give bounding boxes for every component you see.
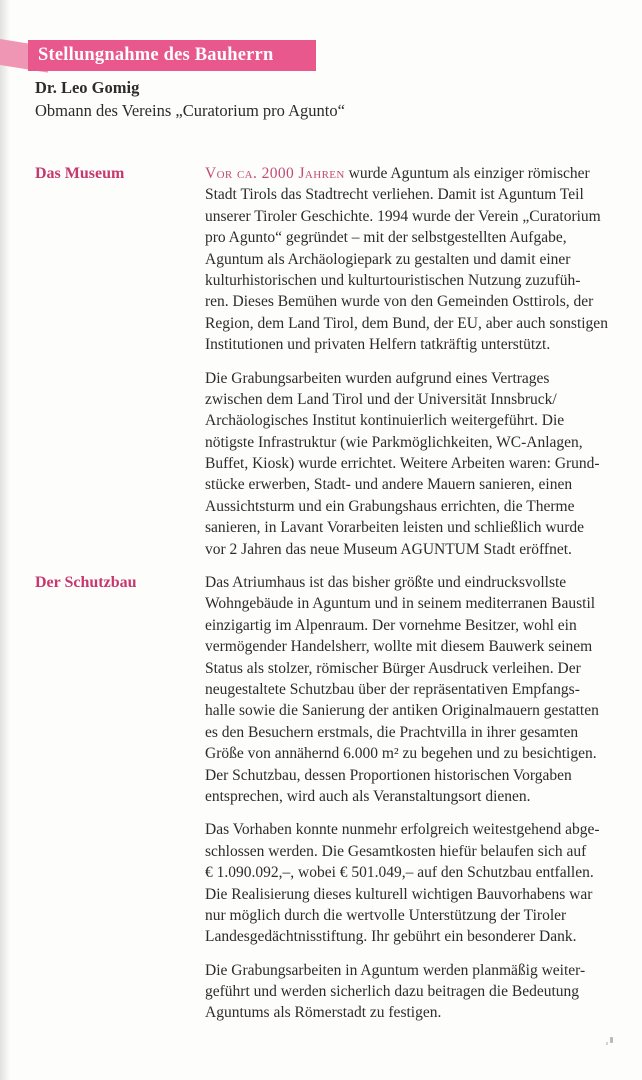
- text-line: vermögender Handelsherr, wollte mit diesem Bauwerk seinem: [205, 638, 593, 656]
- document-section: [35, 572, 625, 1024]
- banner-title: Stellungnahme des Bauherrn: [38, 45, 274, 65]
- text-line: unserer Tiroler Geschichte. 1994 wurde der Verein „Curatorium: [205, 207, 601, 225]
- paragraph: [205, 572, 625, 807]
- text-line: Aussichtsturm und ein Grabungshaus errichten, die Therme: [205, 497, 575, 515]
- text-line: zwischen dem Land Tirol und der Universität Innsbruck/: [205, 390, 557, 408]
- text-line: schlossen werden. Die Gesamtkosten hiefür belaufen sich auf: [205, 842, 587, 860]
- text-line: Wohngebäude in Aguntum und in seinem mediterranen Baustil: [205, 595, 596, 613]
- text-line: vor 2 Jahren das neue Museum AGUNTUM Stadt eröffnet.: [205, 540, 572, 558]
- section-label: Der Schutzbau: [35, 574, 137, 592]
- text-line: es den Besuchern erstmals, die Prachtvilla in ihrer gesamten: [205, 723, 579, 741]
- text-line: Stadt Tirols das Stadtrecht verliehen. Damit ist Aguntum Teil: [205, 186, 584, 204]
- author-name: Dr. Leo Gomig: [35, 78, 140, 97]
- text-line: Aguntums als Römerstadt zu festigen.: [205, 1004, 442, 1022]
- text-line: sanieren, in Lavant Vorarbeiten leisten und schließlich wurde: [205, 519, 585, 537]
- text-line: Status als stolzer, römischer Bürger Ausdruck verleihen. Der: [205, 659, 581, 677]
- author-role: Obmann des Vereins „Curatorium pro Agunto“: [35, 101, 345, 120]
- document-section: [35, 163, 625, 560]
- text-line: neugestaltete Schutzbau über der repräsentativen Empfangs-: [205, 680, 580, 698]
- banner: [28, 40, 316, 71]
- text-line: Das Atriumhaus ist das bisher größte und eindrucksvollste: [205, 574, 567, 592]
- author-block: [35, 76, 345, 122]
- text-line: Größe von annähernd 6.000 m² zu begehen und zu besichtigen.: [205, 745, 597, 763]
- paragraph: [205, 960, 625, 1024]
- paragraph: [205, 368, 625, 561]
- lead-smallcaps: Vor ca. 2000 Jahren: [205, 165, 345, 182]
- text-line: stücke erwerben, Stadt- und andere Mauern sanieren, einen: [205, 476, 573, 494]
- scan-artifact: [610, 1037, 613, 1043]
- text-line: Landesgedächtnisstiftung. Ihr gebührt ein besonderer Dank.: [205, 928, 577, 946]
- text-line: halle sowie die Sanierung der antiken Originalmauern gestatten: [205, 702, 599, 720]
- text-line: Vor ca. 2000 Jahren wurde Aguntum als einziger römischer: [205, 165, 590, 182]
- section-body: [205, 572, 625, 1024]
- text-line: entsprechen, wird auch als Veranstaltungsort dienen.: [205, 787, 531, 805]
- text-line: Die Grabungsarbeiten in Aguntum werden planmäßig weiter-: [205, 961, 586, 979]
- section-body: [205, 163, 625, 560]
- paragraph: [205, 819, 625, 947]
- text-line: Archäologisches Institut kontinuierlich weitergeführt. Die: [205, 412, 565, 430]
- text-line: € 1.090.092,–, wobei € 501.049,– auf den Schutzbau entfallen.: [205, 864, 594, 882]
- text-line: kulturhistorischen und kulturtouristischen Nutzung zuzufüh-: [205, 271, 581, 289]
- page-edge-shadow: [0, 0, 10, 1080]
- text-line: Das Vorhaben konnte nunmehr erfolgreich weitestgehend abge-: [205, 821, 600, 839]
- text-line: pro Agunto“ gegründet – mit der selbstgestellten Aufgabe,: [205, 229, 567, 247]
- paragraph: [205, 163, 625, 356]
- text-line: Region, dem Land Tirol, dem Bund, der EU, aber auch sonstigen: [205, 314, 608, 332]
- text-line: Institutionen und privaten Helfern tatkräftig unterstützt.: [205, 336, 551, 354]
- text-line: Aguntum als Archäologiepark zu gestalten und damit einer: [205, 250, 571, 268]
- text-line: geführt und werden sicherlich dazu beitragen die Bedeutung: [205, 983, 580, 1001]
- text-line: ren. Dieses Bemühen wurde von den Gemeinden Osttirols, der: [205, 293, 594, 311]
- text-line: Buffet, Kiosk) wurde errichtet. Weitere Arbeiten waren: Grund-: [205, 455, 600, 473]
- text-line: nötigste Infrastruktur (wie Parkmöglichkeiten, WC-Anlagen,: [205, 433, 583, 451]
- text-line: Der Schutzbau, dessen Proportionen historischen Vorgaben: [205, 766, 572, 784]
- text-line: Die Grabungsarbeiten wurden aufgrund eines Vertrages: [205, 369, 550, 387]
- sections-container: [35, 163, 625, 1024]
- text-line: nur möglich durch die wertvolle Unterstützung der Tiroler: [205, 906, 567, 924]
- section-label: Das Museum: [35, 165, 125, 182]
- text-line: Die Realisierung dieses kulturell wichtigen Bauvorhabens war: [205, 885, 593, 903]
- text-line: einzigartig im Alpenraum. Der vornehme Besitzer, wohl ein: [205, 616, 577, 634]
